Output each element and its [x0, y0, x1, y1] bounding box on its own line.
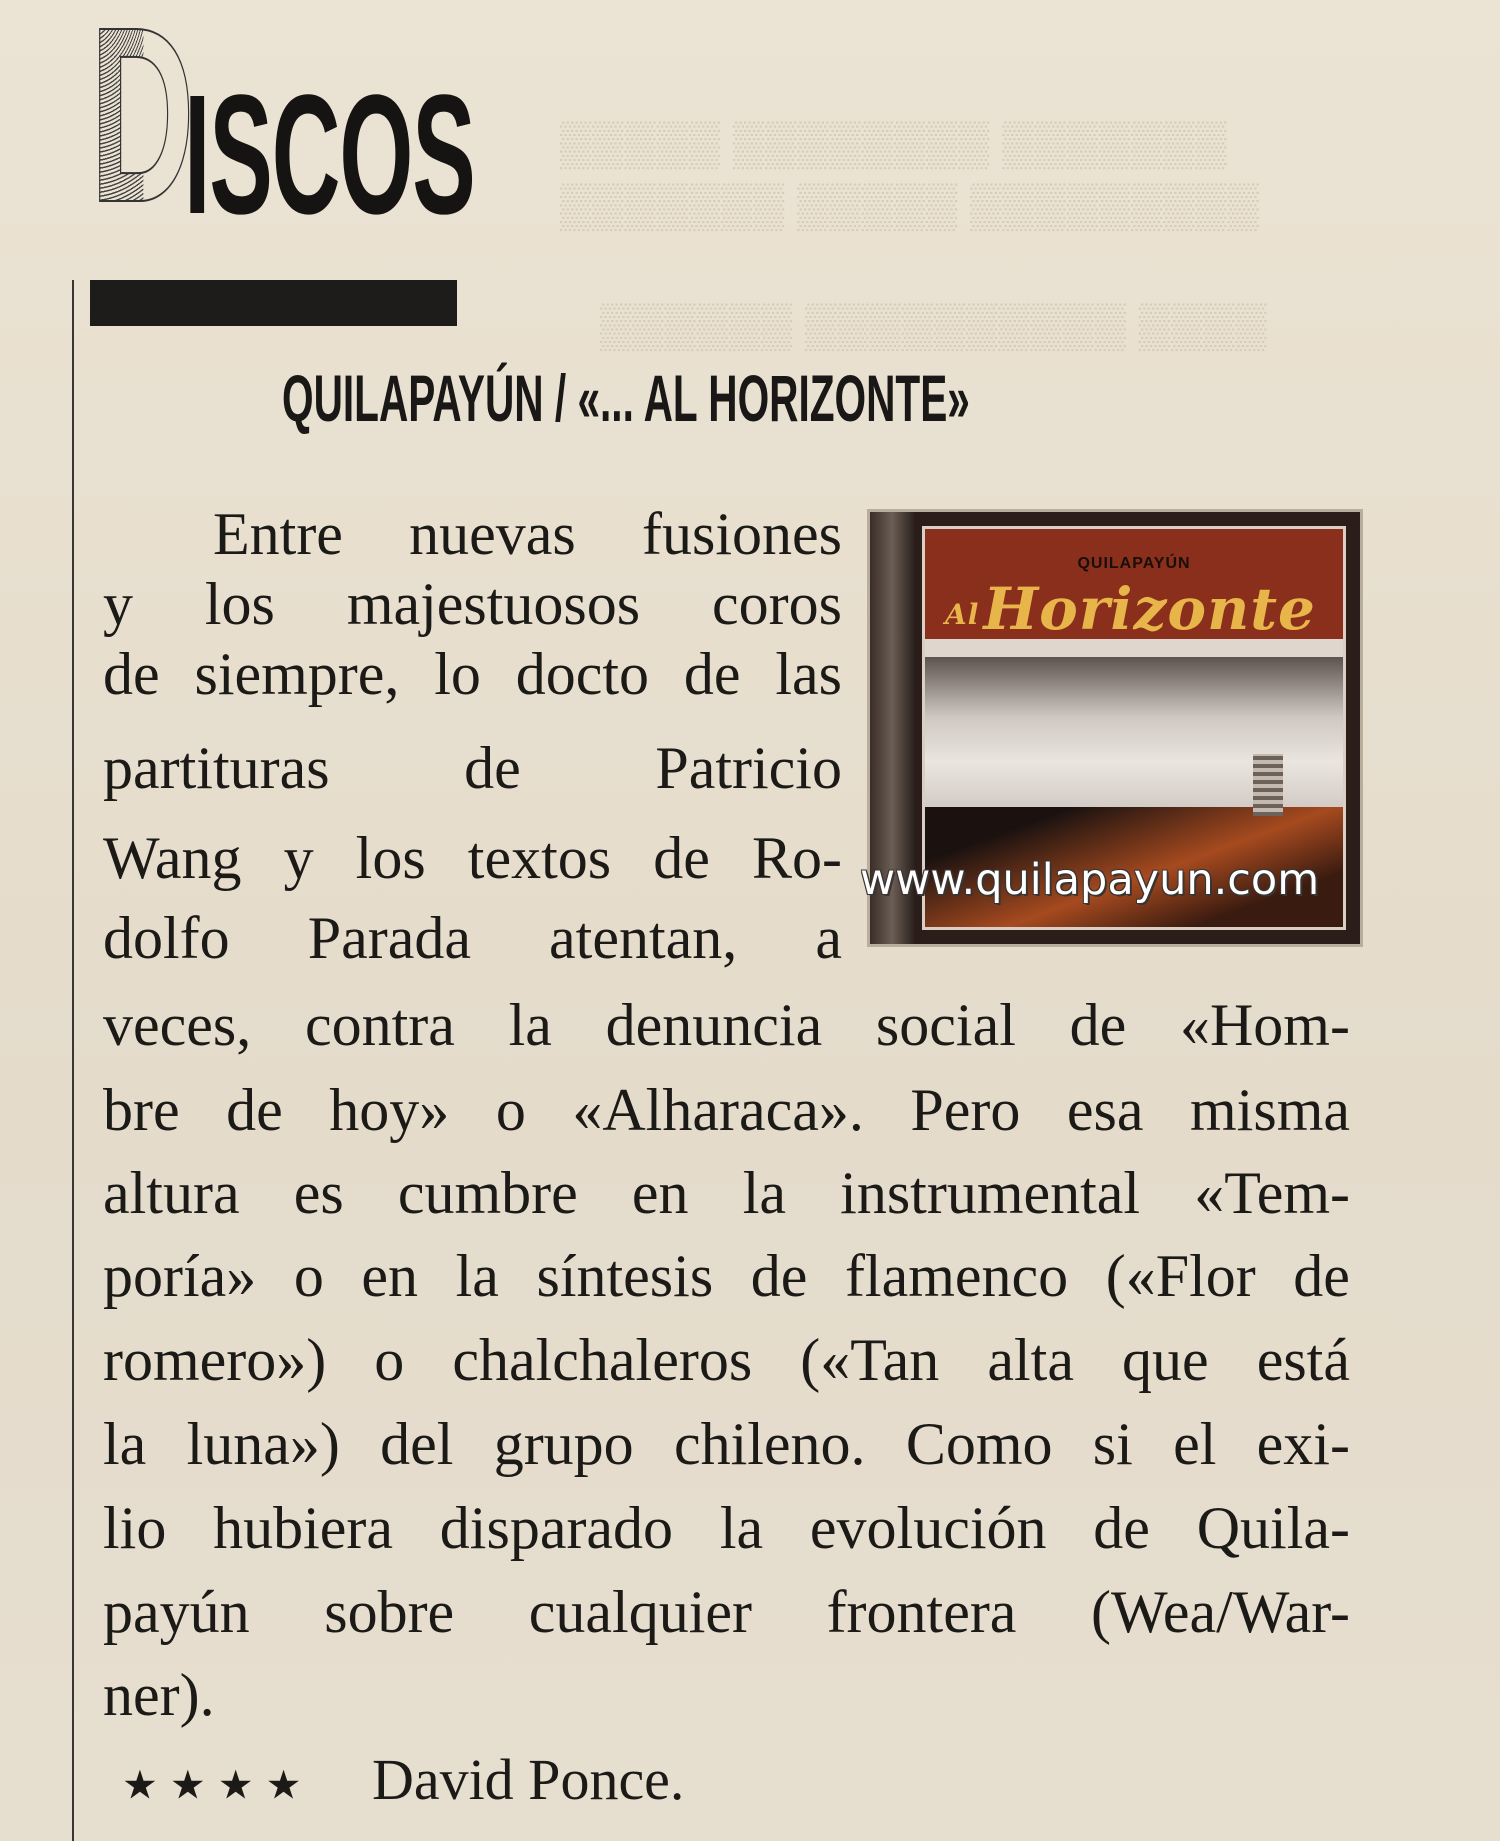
body-word: Entre	[213, 501, 343, 567]
body-word: («Flor	[1105, 1243, 1256, 1309]
section-title	[90, 0, 703, 254]
body-word: dolfo	[103, 905, 230, 971]
body-line	[103, 634, 842, 714]
bleed-through-text: ▒▒▒▒▒▒▒ ▒▒▒▒▒ ▒▒▒▒▒▒▒▒▒	[560, 181, 1260, 230]
section-title-dropcap: D	[90, 0, 143, 240]
body-word: ner).	[103, 1662, 215, 1728]
body-word: Parada	[307, 905, 471, 971]
review-headline: QUILAPAYÚN / «... AL HORIZONTE»	[282, 361, 970, 435]
body-word: el	[1173, 1411, 1217, 1477]
bleed-through-text: ▒▒▒▒▒ ▒▒▒▒▒▒▒▒ ▒▒▒▒▒▒▒	[560, 119, 1228, 168]
body-word: bre	[103, 1077, 180, 1143]
body-word: a	[815, 905, 842, 971]
body-word: de	[464, 735, 521, 801]
body-line	[103, 1655, 1350, 1735]
section-title-bar	[90, 280, 457, 326]
body-word: esa	[1066, 1077, 1144, 1143]
body-word: majestuosos	[346, 571, 641, 637]
body-word: si	[1092, 1411, 1133, 1477]
body-line	[103, 898, 842, 978]
body-word: «Tem-	[1194, 1160, 1350, 1226]
body-word: Wang	[103, 825, 242, 891]
body-word: (Wea/War-	[1091, 1579, 1350, 1645]
body-word: de	[1093, 1495, 1150, 1561]
site-watermark: www.quilapayun.com	[860, 855, 1320, 905]
body-word: sobre	[324, 1579, 455, 1645]
body-word: la	[455, 1243, 499, 1309]
body-word: cumbre	[397, 1160, 578, 1226]
body-line	[103, 1070, 1350, 1150]
body-word: del	[380, 1411, 454, 1477]
body-word: de	[653, 825, 710, 891]
body-word: o	[495, 1077, 526, 1143]
body-word: de	[103, 641, 160, 707]
body-word: coros	[712, 571, 842, 637]
body-word: los	[355, 825, 426, 891]
body-word: es	[293, 1160, 344, 1226]
body-word: evolución	[809, 1495, 1047, 1561]
body-word: Patricio	[655, 735, 842, 801]
star-rating: ★★★★	[122, 1762, 314, 1809]
body-word: disparado	[439, 1495, 674, 1561]
body-word: instrumental	[840, 1160, 1141, 1226]
body-word: romero»)	[103, 1327, 327, 1393]
column-rule	[72, 280, 74, 1841]
body-word: «Alharaca».	[572, 1077, 864, 1143]
body-word: y	[103, 571, 133, 637]
body-word: hoy»	[329, 1077, 450, 1143]
body-line	[103, 818, 842, 898]
body-word: de	[683, 641, 741, 707]
body-word: la	[742, 1160, 787, 1226]
body-word: Quila-	[1196, 1495, 1350, 1561]
body-word: siempre,	[194, 641, 400, 707]
body-word: de	[1069, 992, 1127, 1058]
body-line	[103, 985, 1350, 1065]
body-word: exi-	[1256, 1411, 1350, 1477]
body-word: grupo	[493, 1411, 634, 1477]
body-word: la	[719, 1495, 764, 1561]
body-word: Como	[905, 1411, 1053, 1477]
body-word: misma	[1190, 1077, 1350, 1143]
body-word: flamenco	[844, 1243, 1069, 1309]
body-word: y	[283, 825, 314, 891]
body-word: Ro-	[751, 825, 842, 891]
body-word: poría»	[103, 1243, 257, 1309]
price-sticker	[1253, 754, 1283, 816]
review-signoff	[122, 1740, 684, 1820]
body-line	[103, 1236, 1350, 1316]
body-line	[103, 1488, 1350, 1568]
body-word: hubiera	[213, 1495, 394, 1561]
body-word: síntesis	[536, 1243, 714, 1309]
body-word: frontera	[826, 1579, 1017, 1645]
body-word: las	[775, 641, 842, 707]
body-word: chileno.	[673, 1411, 866, 1477]
body-word: luna»)	[186, 1411, 340, 1477]
review-author: David Ponce.	[371, 1747, 685, 1812]
body-word: social	[875, 992, 1016, 1058]
body-word: lo	[434, 641, 481, 707]
body-word: atentan,	[549, 905, 738, 971]
album-title-logo: AlHorizonte	[945, 575, 1316, 643]
body-word: contra	[304, 992, 455, 1058]
body-word: de	[1293, 1243, 1350, 1309]
body-word: en	[361, 1243, 419, 1309]
body-word: la	[103, 1411, 147, 1477]
body-word: textos	[467, 825, 612, 891]
body-line	[213, 494, 842, 574]
body-line	[103, 1404, 1350, 1484]
body-line	[103, 1572, 1350, 1652]
body-word: payún	[103, 1579, 250, 1645]
section-title-text: ISCOS	[184, 60, 475, 250]
body-word: veces,	[103, 992, 252, 1058]
body-word: Pero	[910, 1077, 1021, 1143]
body-word: que	[1122, 1327, 1209, 1393]
body-word: los	[204, 571, 275, 637]
body-line	[103, 1320, 1350, 1400]
body-word: altura	[103, 1160, 240, 1226]
body-line	[103, 728, 842, 808]
album-band-name: QUILAPAYÚN	[1077, 555, 1191, 572]
bleed-through-text: ▒▒▒▒▒▒ ▒▒▒▒▒▒▒▒▒▒ ▒▒▒▒	[600, 301, 1268, 350]
body-word: «Hom-	[1179, 992, 1350, 1058]
body-line	[103, 1153, 1350, 1233]
body-word: partituras	[103, 735, 330, 801]
body-word: está	[1256, 1327, 1350, 1393]
body-word: o	[374, 1327, 405, 1393]
body-word: fusiones	[642, 501, 842, 567]
body-word: alta	[987, 1327, 1074, 1393]
body-word: o	[293, 1243, 324, 1309]
body-word: docto	[515, 641, 650, 707]
body-word: de	[226, 1077, 283, 1143]
body-line	[103, 564, 842, 644]
body-word: cualquier	[528, 1579, 752, 1645]
body-word: la	[508, 992, 552, 1058]
body-word: de	[750, 1243, 808, 1309]
body-word: («Tan	[800, 1327, 940, 1393]
body-word: lio	[103, 1495, 167, 1561]
body-word: denuncia	[605, 992, 823, 1058]
body-word: chalchaleros	[452, 1327, 753, 1393]
body-word: nuevas	[409, 501, 576, 567]
body-word: en	[631, 1160, 689, 1226]
